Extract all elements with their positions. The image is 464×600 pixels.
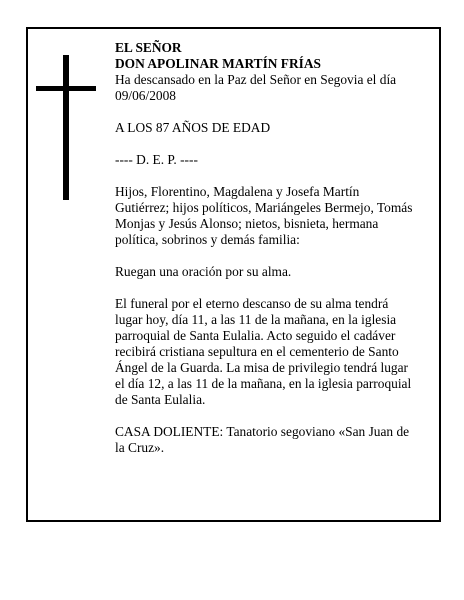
- spacer: [115, 136, 435, 152]
- spacer: [115, 168, 435, 184]
- funeral-line-2: lugar hoy, día 11, a las 11 de la mañana, en la iglesia: [115, 312, 397, 327]
- funeral-line-3: parroquial de Santa Eulalia. Acto seguido el cadáver: [115, 328, 396, 343]
- spacer: [115, 248, 435, 264]
- funeral-line-5: Ángel de la Guarda. La misa de privilegio tendrá lugar: [115, 360, 408, 375]
- funeral-line-6: el día 12, a las 11 de la mañana, en la iglesia parroquial: [115, 376, 412, 391]
- cross-horizontal-bar: [36, 86, 96, 91]
- title-line-2: DON APOLINAR MARTÍN FRÍAS: [115, 56, 321, 71]
- family-line-2: Gutiérrez; hijos políticos, Mariángeles Bermejo, Tomás: [115, 200, 413, 215]
- spacer: [115, 408, 435, 424]
- funeral-line-4: recibirá cristiana sepultura en el cementerio de Santo: [115, 344, 399, 359]
- spacer: [115, 104, 435, 120]
- rested-line-2: 09/06/2008: [115, 88, 177, 103]
- house-line-1: CASA DOLIENTE: Tanatorio segoviano «San Juan de: [115, 424, 410, 439]
- cross-icon: [36, 55, 96, 200]
- obituary-notice: [26, 27, 441, 522]
- title-line-1: EL SEÑOR: [115, 40, 182, 55]
- family-line-3: Monjas y Jesús Alonso; nietos, bisnieta, hermana: [115, 216, 379, 231]
- funeral-line-1: El funeral por el eterno descanso de su alma tendrá: [115, 296, 389, 311]
- cross-vertical-bar: [63, 55, 69, 200]
- notice-text: [115, 40, 435, 456]
- age-line: A LOS 87 AÑOS DE EDAD: [115, 120, 271, 135]
- funeral-line-7: de Santa Eulalia.: [115, 392, 206, 407]
- prayer-line: Ruegan una oración por su alma.: [115, 264, 292, 279]
- rip-line: ---- D. E. P. ----: [115, 152, 198, 167]
- spacer: [115, 280, 435, 296]
- rested-line-1: Ha descansado en la Paz del Señor en Segovia el día: [115, 72, 397, 87]
- family-line-4: política, sobrinos y demás familia:: [115, 232, 300, 247]
- house-line-2: la Cruz».: [115, 440, 165, 455]
- family-line-1: Hijos, Florentino, Magdalena y Josefa Martín: [115, 184, 360, 199]
